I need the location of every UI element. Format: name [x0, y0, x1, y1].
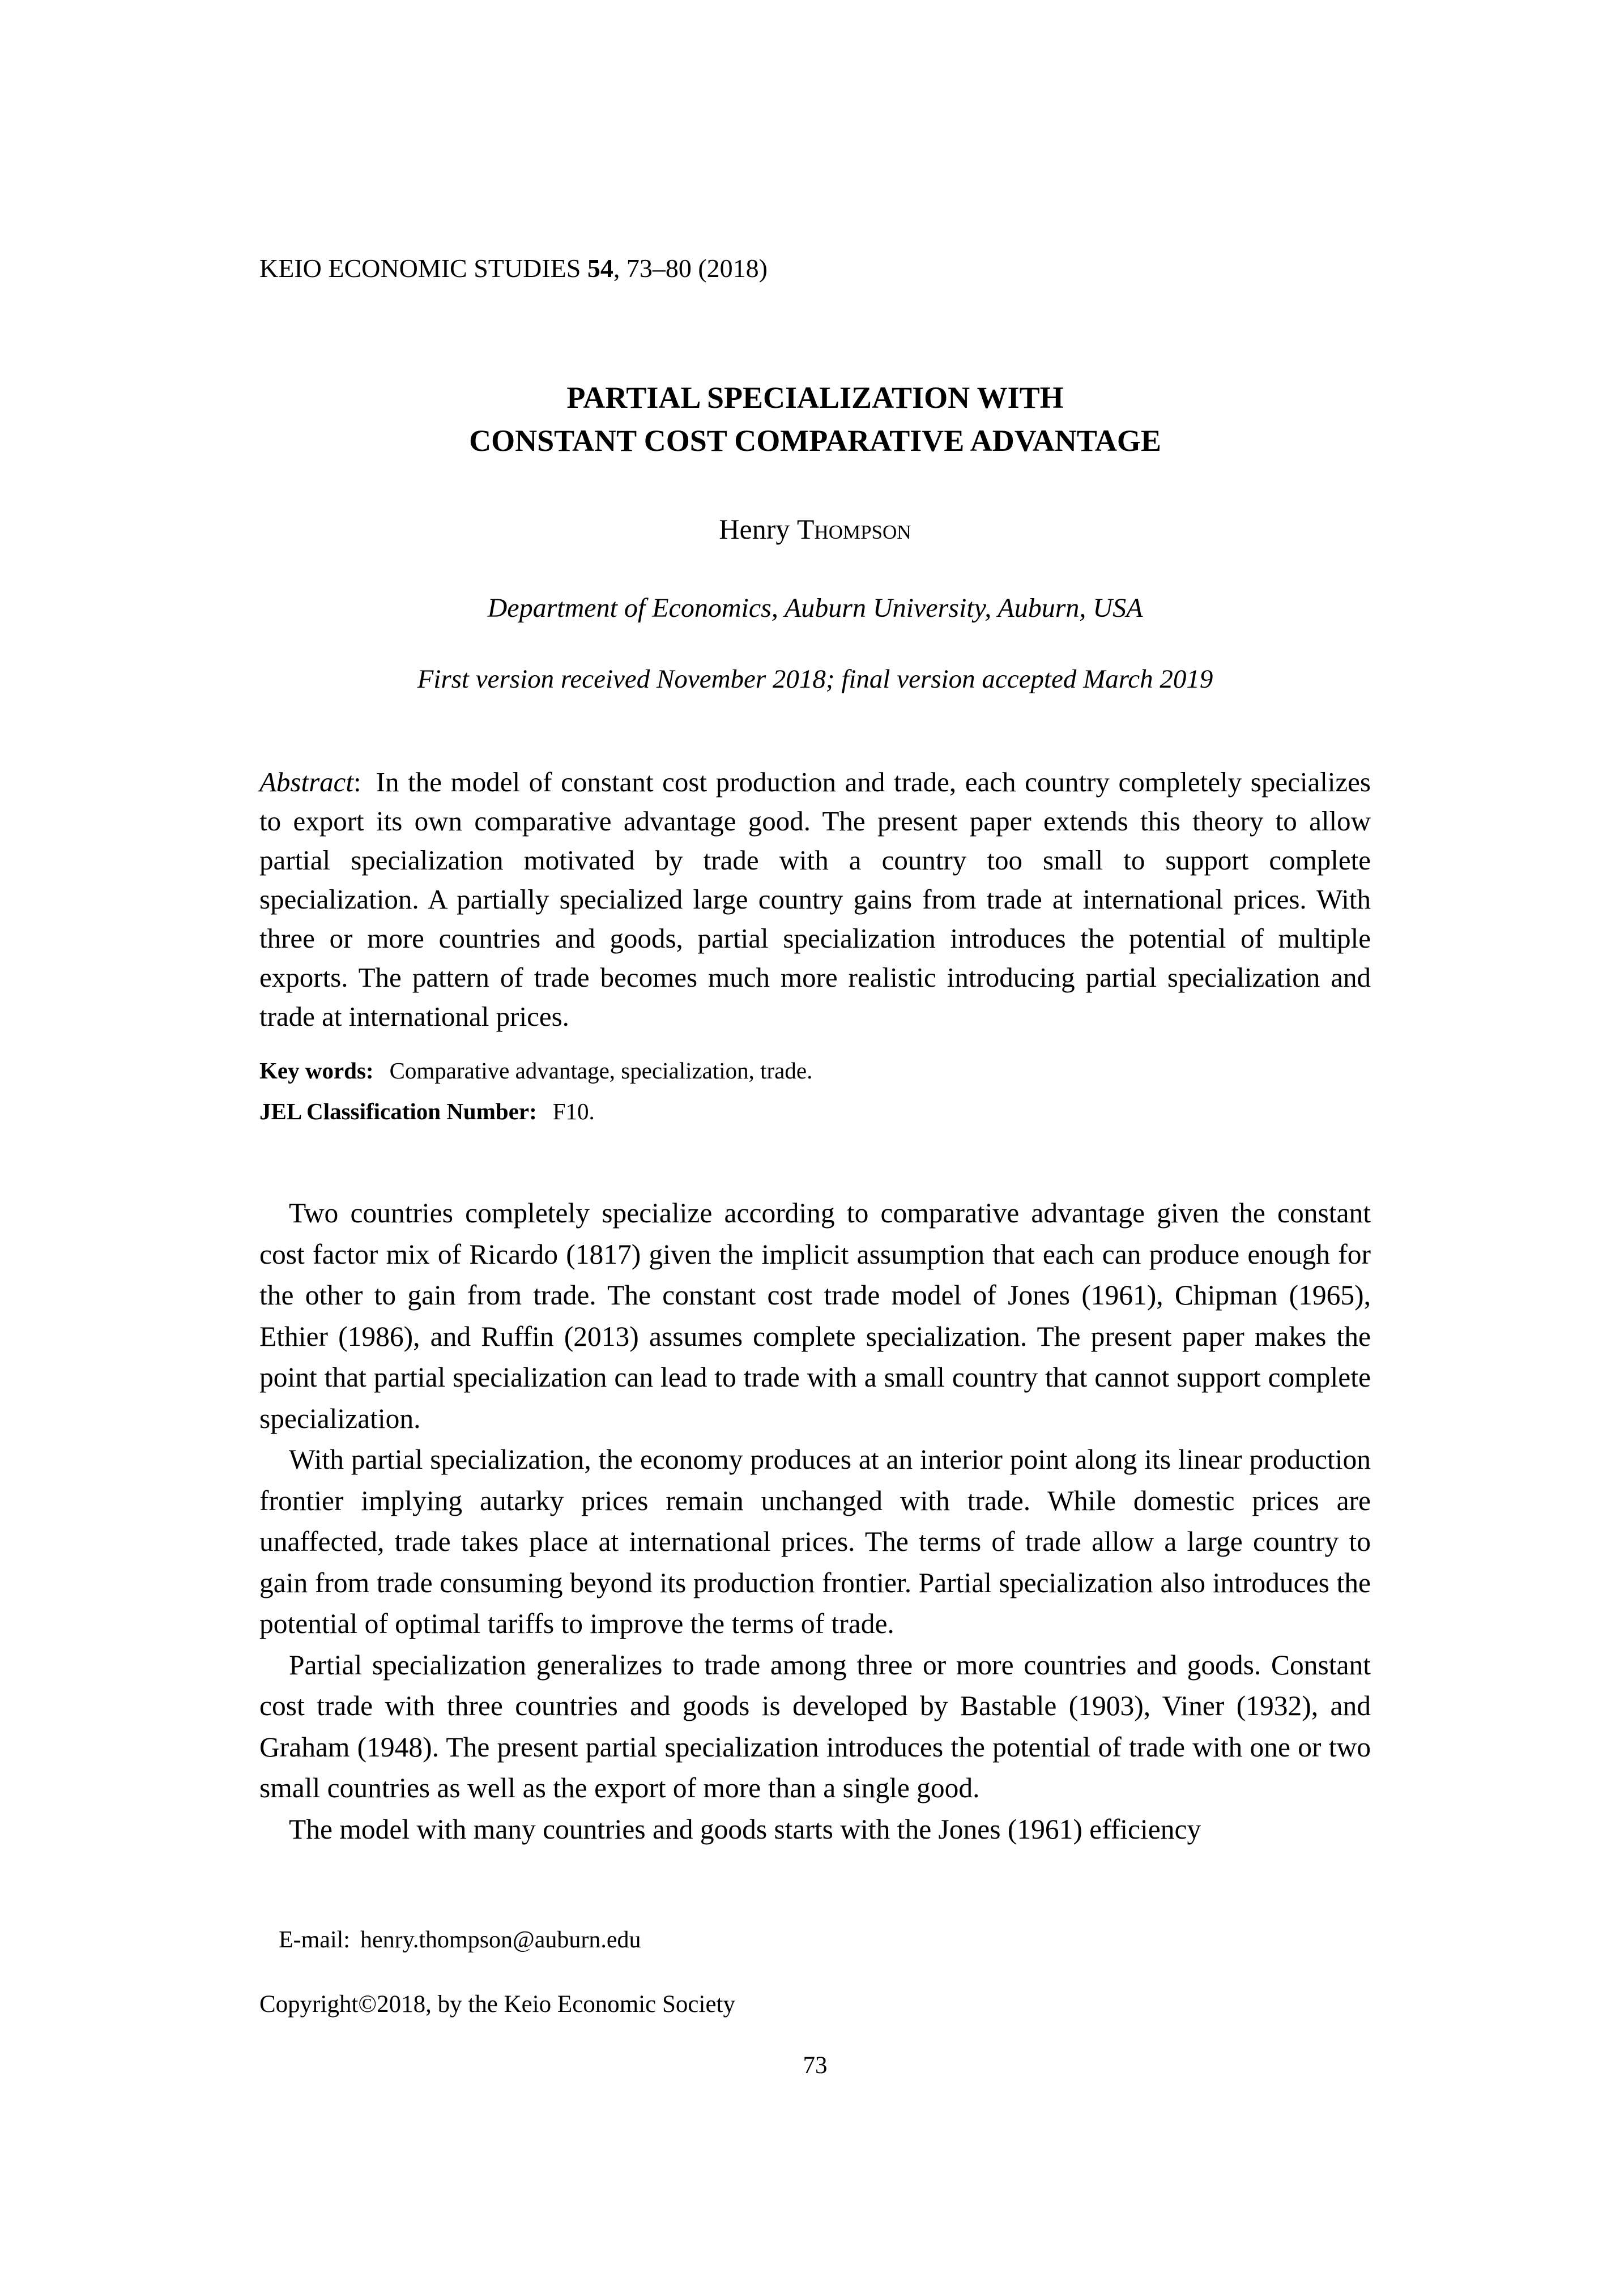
page-content — [259, 0, 1371, 2294]
keywords-text: Comparative advantage, specialization, trade. — [389, 1058, 813, 1084]
received-dates: First version received November 2018; final version accepted March 2019 — [417, 664, 1213, 694]
copyright-notice: Copyright©2018, by the Keio Economic Society — [259, 1991, 735, 2018]
running-head — [259, 254, 1371, 283]
email-address: henry.thompson@auburn.edu — [360, 1927, 641, 1953]
abstract — [259, 762, 1371, 1036]
email-label: E-mail: — [279, 1927, 350, 1953]
abstract-text: In the model of constant cost production and trade, each country completely specializes to export its own comparative advantage good. The present paper extends this theory to allow partial specialization motivated by trade with a country too small to support complete specialization. A partially specialized large country gains from trade at international prices. With three or more countries and goods, partial specialization introduces the potential of multiple exports. The pattern of trade becomes much more realistic introducing partial specialization and trade at international prices. — [259, 766, 1371, 1032]
jel-line — [259, 1098, 1371, 1125]
affiliation: Department of Economics, Auburn University, Auburn, USA — [487, 593, 1143, 623]
keywords-line — [259, 1057, 1371, 1084]
journal-issue-pages: , 73–80 (2018) — [613, 254, 768, 283]
abstract-separator: : — [353, 766, 361, 798]
jel-label: JEL Classification Number: — [259, 1098, 537, 1124]
email-footnote — [259, 1926, 1371, 1954]
body-text — [259, 1193, 1371, 1850]
body-paragraph-3: Partial specialization generalizes to trade among three or more countries and goods. Constant cost trade with three countries and goods is developed by Bastable (1903), Viner (1932), and Graham (1948). The present partial specialization introduces the potential of trade with one or two small countries as well as the export of more than a single good. — [259, 1649, 1371, 1803]
page-number: 73 — [803, 2052, 828, 2079]
journal-name: KEIO ECONOMIC STUDIES — [259, 254, 587, 283]
keywords-label: Key words: — [259, 1058, 374, 1084]
paper-title-line2: CONSTANT COST COMPARATIVE ADVANTAGE — [469, 424, 1161, 458]
abstract-label: Abstract — [259, 766, 354, 798]
jel-text: F10. — [552, 1098, 595, 1124]
author-line — [259, 513, 1371, 545]
paper-title — [259, 376, 1371, 462]
body-paragraph-2: With partial specialization, the economy produces at an interior point along its linear production frontier implying autarky prices remain unchanged with trade. While domestic prices are unaffected, trade takes place at international prices. The terms of trade allow a large country to gain from trade consuming beyond its production frontier. Partial specialization also introduces the potential of optimal tariffs to improve the terms of trade. — [259, 1444, 1371, 1639]
body-paragraph-4: The model with many countries and goods starts with the Jones (1961) efficiency — [289, 1813, 1201, 1845]
journal-volume: 54 — [587, 254, 613, 283]
author-first-name: Henry — [719, 513, 797, 545]
paper-title-line1: PARTIAL SPECIALIZATION WITH — [566, 381, 1064, 415]
author-last-name: Thompson — [796, 513, 911, 545]
body-paragraph-1: Two countries completely specialize according to comparative advantage given the constant cost factor mix of Ricardo (1817) given the implicit assumption that each can produce enough for the other to gain from trade. The constant cost trade model of Jones (1961), Chipman (1965), Ethier (1986), and Ruffin (2013) assumes complete specialization. The present paper makes the point that partial specialization can lead to trade with a small country that cannot support complete specialization. — [259, 1197, 1371, 1434]
